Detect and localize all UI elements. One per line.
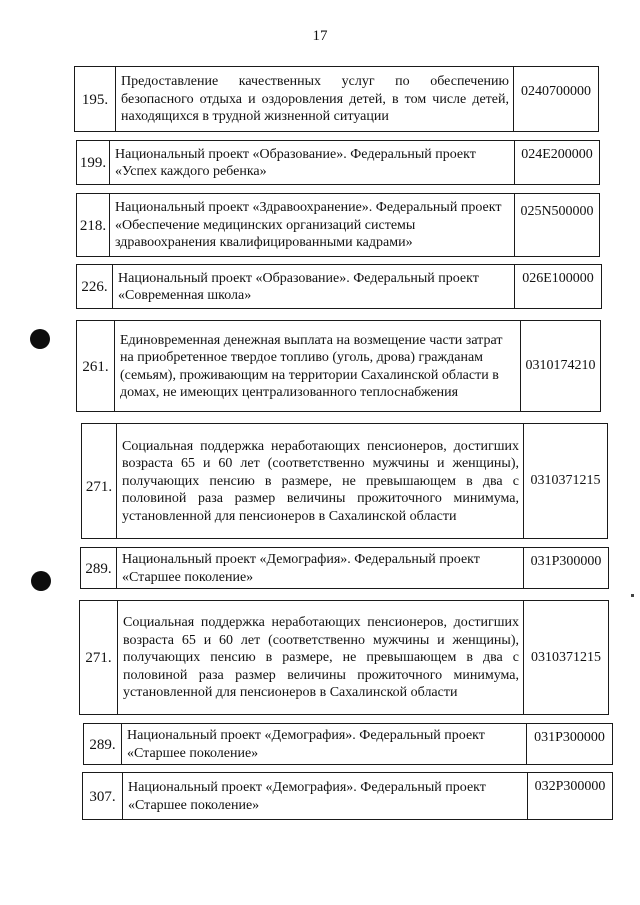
row-number: 218. xyxy=(77,194,110,256)
row-code: 032P300000 xyxy=(534,779,606,794)
punch-hole-mark-top xyxy=(30,329,50,349)
table-row xyxy=(83,723,613,765)
row-code: 025N500000 xyxy=(520,204,594,219)
row-description: Национальный проект «Демография». Федеральный проект «Старшее поколение» xyxy=(123,773,528,819)
row-code: 0310371215 xyxy=(531,649,601,665)
row-number: 271. xyxy=(82,424,117,538)
row-number: 195. xyxy=(75,67,116,131)
table-row xyxy=(80,547,609,589)
row-code: 024E200000 xyxy=(521,147,593,162)
row-description: Социальная поддержка неработающих пенсионеров, достигших возраста 65 и 60 лет (соответственно мужчины и женщины), получающих пенсию в размере, не превышающем в два с половиной раза размер величины прожиточного минимума, установленной для пенсионеров в Сахалинской области xyxy=(118,601,524,714)
row-code: 0310371215 xyxy=(530,473,601,488)
table-row xyxy=(79,600,609,715)
row-number: 199. xyxy=(77,141,110,184)
row-description: Национальный проект «Образование». Федеральный проект «Успех каждого ребенка» xyxy=(110,141,515,184)
row-number: 307. xyxy=(83,773,123,819)
table-row xyxy=(82,772,613,820)
scan-edge-mark xyxy=(631,594,634,597)
row-description: Предоставление качественных услуг по обеспечению безопасного отдыха и оздоровления детей, в том числе детей, находящихся в трудной жизненной ситуации xyxy=(116,67,514,131)
row-number: 226. xyxy=(77,265,113,308)
table-row xyxy=(74,66,599,132)
row-number: 261. xyxy=(77,321,115,411)
page-number: 17 xyxy=(312,28,328,44)
row-description: Национальный проект «Демография». Федеральный проект «Старшее поколение» xyxy=(122,724,527,764)
row-number: 289. xyxy=(84,724,122,764)
table-row xyxy=(76,140,600,185)
row-description: Национальный проект «Демография». Федеральный проект «Старшее поколение» xyxy=(117,548,524,588)
table-row xyxy=(76,320,601,412)
row-code: 026E100000 xyxy=(522,271,594,286)
row-code: 031P300000 xyxy=(534,730,605,745)
table-row xyxy=(81,423,608,539)
row-description: Национальный проект «Образование». Федеральный проект «Современная школа» xyxy=(113,265,515,308)
punch-hole-mark-bottom xyxy=(31,571,51,591)
row-number: 271. xyxy=(80,601,118,714)
row-code: 031P300000 xyxy=(530,554,602,569)
row-code: 0310174210 xyxy=(525,358,596,373)
row-description: Социальная поддержка неработающих пенсионеров, достигших возраста 65 и 60 лет (соответственно мужчины и женщины), получающих пенсию в размере, не превышающем в два с половиной раза размер величины прожиточного минимума, установленной для пенсионеров в Сахалинской области xyxy=(117,424,524,538)
row-description: Единовременная денежная выплата на возмещение части затрат на приобретенное твердое топливо (уголь, дрова) гражданам (семьям), проживающим на территории Сахалинской области в домах, не имеющих централизованного теплоснабжения xyxy=(115,321,521,411)
table-row xyxy=(76,264,602,309)
row-description: Национальный проект «Здравоохранение». Федеральный проект «Обеспечение медицинских организаций системы здравоохранения квалифицированными кадрами» xyxy=(110,194,515,256)
row-number: 289. xyxy=(81,548,117,588)
table-row xyxy=(76,193,600,257)
row-code: 0240700000 xyxy=(521,84,591,99)
